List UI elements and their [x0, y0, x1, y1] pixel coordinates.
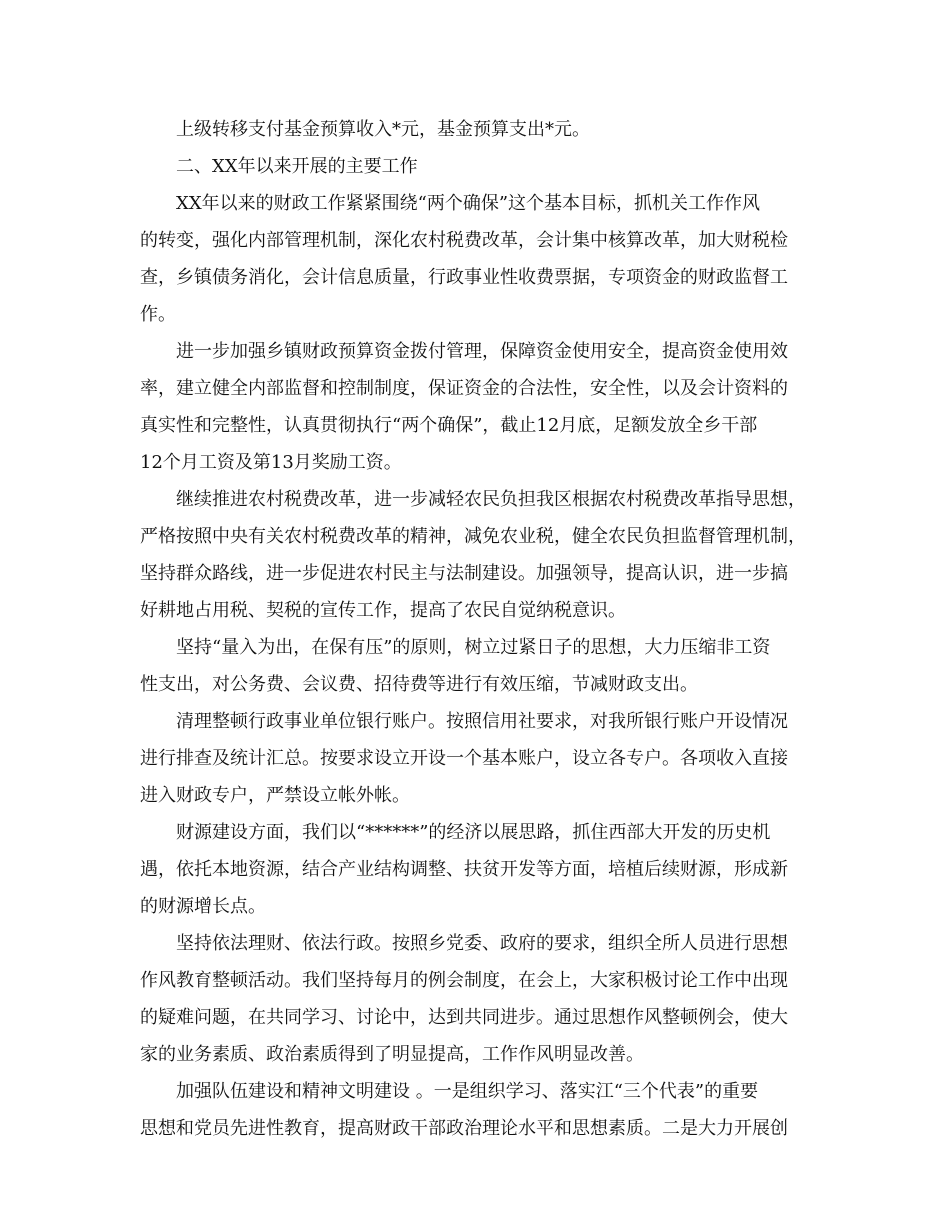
text-line: 上级转移支付基金预算收入*元，基金预算支出*元。	[176, 119, 590, 140]
text-line: 的疑难问题，在共同学习、讨论中，达到共同进步。通过思想作风整顿例会，使大	[140, 1007, 788, 1028]
text-line: 遇，依托本地资源，结合产业结构调整、扶贫开发等方面，培植后续财源，形成新	[140, 859, 788, 880]
text-line: 作风教育整顿活动。我们坚持每月的例会制度，在会上，大家积极讨论工作中出现	[140, 970, 788, 991]
text-line: 家的业务素质、政治素质得到了明显提高，工作作风明显改善。	[140, 1044, 644, 1065]
text-line: 坚持群众路线，进一步促进农村民主与法制建设。加强领导，提高认识，进一步搞	[140, 563, 788, 584]
text-line: 率，建立健全内部监督和控制制度，保证资金的合法性，安全性，以及会计资料的	[140, 378, 788, 399]
text-line: 查，乡镇债务消化，会计信息质量，行政事业性收费票据，专项资金的财政监督工	[140, 267, 788, 288]
text-line: 进行排查及统计汇总。按要求设立开设一个基本账户，设立各专户。各项收入直接	[140, 748, 788, 769]
text-line: 继续推进农村税费改革，进一步减轻农民负担我区根据农村税费改革指导思想，	[176, 489, 806, 510]
text-line: 进入财政专户，严禁设立帐外帐。	[140, 785, 410, 806]
text-line: 严格按照中央有关农村税费改革的精神，减免农业税，健全农民负担监督管理机制，	[140, 526, 806, 547]
text-line: 清理整顿行政事业单位银行账户。按照信用社要求，对我所银行账户开设情况	[176, 711, 788, 732]
section-heading: 二、XX年以来开展的主要工作	[176, 156, 418, 177]
text-line: 作。	[140, 304, 176, 325]
text-line: 的转变，强化内部管理机制，深化农村税费改革，会计集中核算改革，加大财税检	[140, 230, 788, 251]
text-line: 财源建设方面，我们以“******”的经济以展思路，抓住西部大开发的历史机	[176, 822, 771, 843]
text-line: XX年以来的财政工作紧紧围绕“两个确保”这个基本目标，抓机关工作作风	[176, 193, 761, 214]
text-line: 12个月工资及第13月奖励工资。	[140, 452, 402, 473]
text-line: 坚持“量入为出，在保有压”的原则，树立过紧日子的思想，大力压缩非工资	[176, 637, 771, 658]
text-line: 真实性和完整性，认真贯彻执行“两个确保”，截止12月底，足额发放全乡干部	[140, 415, 758, 436]
text-line: 进一步加强乡镇财政预算资金拨付管理，保障资金使用安全，提高资金使用效	[176, 341, 788, 362]
text-line: 好耕地占用税、契税的宣传工作，提高了农民自觉纳税意识。	[140, 600, 626, 621]
text-line: 的财源增长点。	[140, 896, 266, 917]
text-line: 思想和党员先进性教育，提高财政干部政治理论水平和思想素质。二是大力开展创	[140, 1118, 788, 1139]
text-line: 加强队伍建设和精神文明建设 。一是组织学习、落实江“三个代表”的重要	[176, 1081, 759, 1102]
text-line: 性支出，对公务费、会议费、招待费等进行有效压缩，节减财政支出。	[140, 674, 698, 695]
text-line: 坚持依法理财、依法行政。按照乡党委、政府的要求，组织全所人员进行思想	[176, 933, 788, 954]
